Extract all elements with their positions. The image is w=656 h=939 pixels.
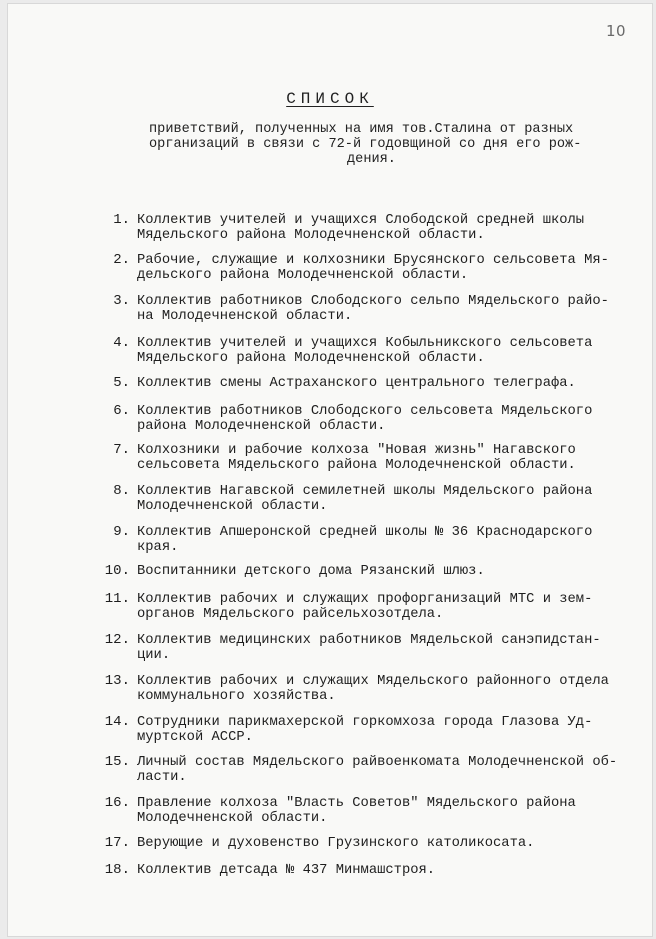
- item-text: [137, 796, 645, 826]
- item-line: Молодечненской области.: [137, 499, 328, 514]
- item-text: [137, 836, 645, 851]
- item-line: органов Мядельского райсельхозотдела.: [137, 607, 444, 622]
- item-line: Молодечненской области.: [137, 811, 328, 826]
- item-text: [137, 674, 645, 704]
- item-text: [137, 525, 645, 555]
- item-text: [137, 633, 645, 663]
- item-text: [137, 484, 645, 514]
- item-line: Коллектив работников Слободского сельпо Мядельского райо-: [137, 294, 609, 309]
- item-number: 13.: [104, 673, 130, 689]
- item-line: Мядельского района Молодечненской области.: [137, 228, 485, 243]
- document-title: СПИСОК: [286, 90, 374, 108]
- item-line: муртской АССР.: [137, 730, 253, 745]
- document-subtitle: [149, 122, 619, 167]
- subtitle-line: дения.: [347, 152, 396, 167]
- item-number: 17.: [104, 835, 130, 851]
- item-line: края.: [137, 540, 179, 555]
- item-line: Коллектив смены Астраханского центрального телеграфа.: [137, 376, 576, 391]
- item-number: 6.: [113, 403, 130, 419]
- item-text: [137, 863, 645, 878]
- item-number: 14.: [104, 714, 130, 730]
- item-line: Коллектив рабочих и служащих Мядельского районного отдела: [137, 674, 609, 689]
- item-line: ции.: [137, 648, 171, 663]
- item-text: [137, 294, 645, 324]
- item-number: 10.: [104, 563, 130, 579]
- item-text: [137, 213, 645, 243]
- item-line: Колхозники и рабочие колхоза "Новая жизнь" Нагавского: [137, 443, 576, 458]
- item-text: [137, 755, 645, 785]
- item-number: 7.: [113, 442, 130, 458]
- item-line: Коллектив Нагавской семилетней школы Мядельского района: [137, 484, 593, 499]
- item-line: Мядельского района Молодечненской области.: [137, 351, 485, 366]
- item-text: [137, 253, 645, 283]
- item-line: района Молодечненской области.: [137, 419, 386, 434]
- item-number: 3.: [113, 293, 130, 309]
- item-number: 9.: [113, 524, 130, 540]
- item-number: 15.: [104, 754, 130, 770]
- item-line: Рабочие, служащие и колхозники Брусянского сельсовета Мя-: [137, 253, 609, 268]
- item-line: Коллектив рабочих и служащих профорганизаций МТС и зем-: [137, 592, 593, 607]
- document-page: [8, 4, 652, 936]
- handwritten-page-number: 10: [606, 22, 627, 40]
- item-line: Правление колхоза "Власть Советов" Мядельского района: [137, 796, 576, 811]
- item-number: 12.: [104, 632, 130, 648]
- item-line: Коллектив Апшеронской средней школы № 36 Краснодарского: [137, 525, 593, 540]
- item-line: Воспитанники детского дома Рязанский шлюз.: [137, 564, 485, 579]
- item-text: [137, 443, 645, 473]
- item-line: Коллектив учителей и учащихся Кобыльникского сельсовета: [137, 336, 593, 351]
- item-line: Коллектив детсада № 437 Минмашстроя.: [137, 863, 436, 878]
- item-number: 18.: [104, 862, 130, 878]
- item-text: [137, 376, 645, 391]
- subtitle-line: организаций в связи с 72-й годовщиной со дня его рож-: [149, 137, 582, 152]
- item-number: 16.: [104, 795, 130, 811]
- item-number: 5.: [113, 375, 130, 391]
- item-line: ласти.: [137, 770, 187, 785]
- item-line: Сотрудники парикмахерской горкомхоза города Глазова Уд-: [137, 715, 593, 730]
- subtitle-line: приветствий, полученных на имя тов.Сталина от разных: [149, 122, 574, 137]
- item-line: Личный состав Мядельского райвоенкомата Молодечненской об-: [137, 755, 618, 770]
- item-line: коммунального хозяйства.: [137, 689, 336, 704]
- item-line: Коллектив работников Слободского сельсовета Мядельского: [137, 404, 593, 419]
- item-number: 1.: [113, 212, 130, 228]
- item-number: 2.: [113, 252, 130, 268]
- item-text: [137, 336, 645, 366]
- item-line: дельского района Молодечненской области.: [137, 268, 469, 283]
- item-number: 11.: [104, 591, 130, 607]
- item-number: 8.: [113, 483, 130, 499]
- item-line: Коллектив медицинских работников Мядельской санэпидстан-: [137, 633, 601, 648]
- item-line: Коллектив учителей и учащихся Слободской средней школы: [137, 213, 585, 228]
- item-line: на Молодечненской области.: [137, 309, 353, 324]
- item-text: [137, 404, 645, 434]
- item-line: сельсовета Мядельского района Молодечненской области.: [137, 458, 576, 473]
- item-line: Верующие и духовенство Грузинского католикосата.: [137, 836, 535, 851]
- item-text: [137, 715, 645, 745]
- item-text: [137, 592, 645, 622]
- item-number: 4.: [113, 335, 130, 351]
- item-text: [137, 564, 645, 579]
